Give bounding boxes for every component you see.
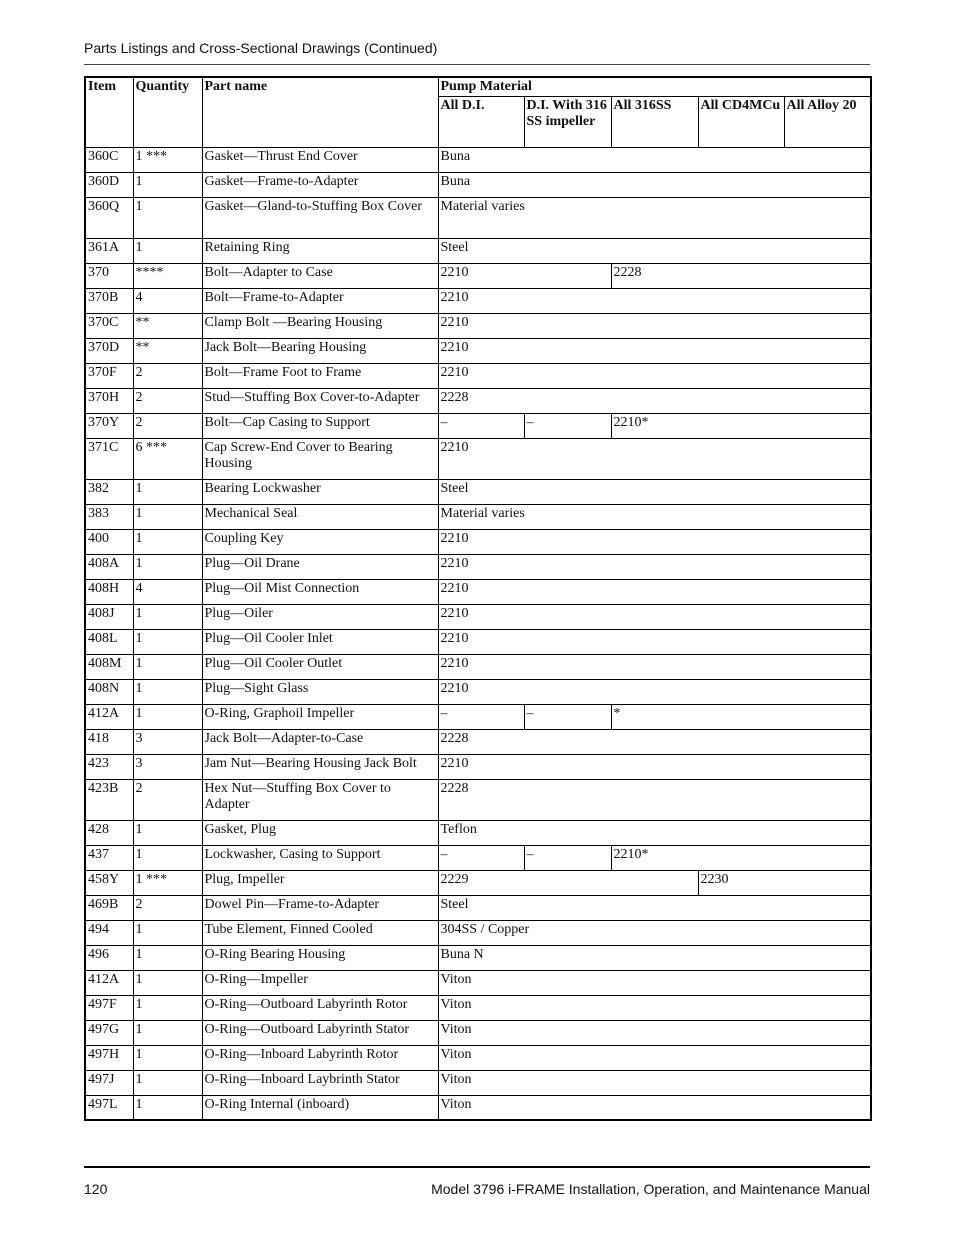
- cell-item: 360D: [85, 172, 133, 197]
- page-number: 120: [84, 1181, 108, 1197]
- cell-item: 497L: [85, 1095, 133, 1120]
- cell-quantity: 1: [133, 172, 202, 197]
- cell-part-name: Cap Screw-End Cover to Bearing Housing: [202, 438, 438, 479]
- col-header-quantity: Quantity: [133, 77, 202, 147]
- cell-quantity: 1 ***: [133, 147, 202, 172]
- cell-quantity: 1: [133, 654, 202, 679]
- cell-item: 371C: [85, 438, 133, 479]
- cell-part-name: Jack Bolt—Bearing Housing: [202, 338, 438, 363]
- cell-part-name: Hex Nut—Stuffing Box Cover to Adapter: [202, 779, 438, 820]
- cell-part-name: Clamp Bolt —Bearing Housing: [202, 313, 438, 338]
- cell-item: 408H: [85, 579, 133, 604]
- cell-material: –: [524, 413, 611, 438]
- cell-material: 2228: [611, 263, 871, 288]
- cell-material: 2210: [438, 438, 871, 479]
- table-row: [85, 1070, 871, 1095]
- cell-material: Viton: [438, 970, 871, 995]
- cell-quantity: 1 ***: [133, 870, 202, 895]
- cell-item: 360C: [85, 147, 133, 172]
- cell-item: 408L: [85, 629, 133, 654]
- cell-item: 370C: [85, 313, 133, 338]
- table-row: [85, 1045, 871, 1070]
- table-row: [85, 288, 871, 313]
- cell-material: 2210: [438, 529, 871, 554]
- cell-quantity: 1: [133, 238, 202, 263]
- cell-item: 370B: [85, 288, 133, 313]
- table-row: [85, 870, 871, 895]
- cell-item: 497J: [85, 1070, 133, 1095]
- table-row: [85, 779, 871, 820]
- table-row: [85, 388, 871, 413]
- table-row: [85, 754, 871, 779]
- cell-material: Steel: [438, 479, 871, 504]
- cell-material: Buna: [438, 172, 871, 197]
- cell-part-name: Gasket—Frame-to-Adapter: [202, 172, 438, 197]
- cell-material: Buna: [438, 147, 871, 172]
- cell-part-name: Bolt—Cap Casing to Support: [202, 413, 438, 438]
- table-row: [85, 970, 871, 995]
- cell-material: Teflon: [438, 820, 871, 845]
- table-row: [85, 263, 871, 288]
- cell-item: 423: [85, 754, 133, 779]
- cell-part-name: Plug, Impeller: [202, 870, 438, 895]
- cell-quantity: 1: [133, 704, 202, 729]
- table-row: [85, 704, 871, 729]
- col-header-pump-material: Pump Material: [438, 77, 871, 96]
- cell-item: 412A: [85, 970, 133, 995]
- header-row: [85, 77, 871, 96]
- cell-part-name: Tube Element, Finned Cooled: [202, 920, 438, 945]
- cell-quantity: 1: [133, 845, 202, 870]
- cell-quantity: 1: [133, 529, 202, 554]
- table-row: [85, 172, 871, 197]
- cell-part-name: O-Ring—Inboard Labyrinth Rotor: [202, 1045, 438, 1070]
- cell-material: 2210: [438, 754, 871, 779]
- cell-material: 2210: [438, 288, 871, 313]
- cell-material: Viton: [438, 1070, 871, 1095]
- cell-part-name: O-Ring Internal (inboard): [202, 1095, 438, 1120]
- cell-material: 2210: [438, 604, 871, 629]
- cell-item: 423B: [85, 779, 133, 820]
- cell-item: 458Y: [85, 870, 133, 895]
- cell-material: –: [524, 704, 611, 729]
- cell-material: Steel: [438, 895, 871, 920]
- cell-quantity: **: [133, 313, 202, 338]
- cell-item: 370D: [85, 338, 133, 363]
- cell-quantity: ****: [133, 263, 202, 288]
- cell-material: Material varies: [438, 197, 871, 238]
- table-row: [85, 895, 871, 920]
- table-row: [85, 604, 871, 629]
- cell-quantity: 2: [133, 413, 202, 438]
- table-header: [85, 77, 871, 147]
- cell-item: 361A: [85, 238, 133, 263]
- cell-material: 2210*: [611, 845, 871, 870]
- cell-quantity: 1: [133, 554, 202, 579]
- cell-part-name: O-Ring—Impeller: [202, 970, 438, 995]
- cell-quantity: 1: [133, 995, 202, 1020]
- cell-quantity: 1: [133, 604, 202, 629]
- table-row: [85, 338, 871, 363]
- cell-material: 2210: [438, 629, 871, 654]
- col-header-all-316ss: All 316SS: [611, 96, 698, 147]
- cell-part-name: Jam Nut—Bearing Housing Jack Bolt: [202, 754, 438, 779]
- footer-divider: [84, 1166, 870, 1168]
- table-row: [85, 729, 871, 754]
- cell-part-name: Retaining Ring: [202, 238, 438, 263]
- cell-item: 360Q: [85, 197, 133, 238]
- cell-quantity: 1: [133, 197, 202, 238]
- cell-material: *: [611, 704, 871, 729]
- cell-material: Viton: [438, 1095, 871, 1120]
- cell-item: 370: [85, 263, 133, 288]
- cell-part-name: Plug—Oil Cooler Outlet: [202, 654, 438, 679]
- table-row: [85, 504, 871, 529]
- cell-material: 2228: [438, 388, 871, 413]
- cell-material: 2210: [438, 579, 871, 604]
- cell-item: 370Y: [85, 413, 133, 438]
- cell-part-name: O-Ring—Outboard Labyrinth Stator: [202, 1020, 438, 1045]
- table-row: [85, 554, 871, 579]
- cell-item: 496: [85, 945, 133, 970]
- cell-quantity: 2: [133, 895, 202, 920]
- cell-quantity: 6 ***: [133, 438, 202, 479]
- table-row: [85, 995, 871, 1020]
- cell-quantity: 1: [133, 945, 202, 970]
- table-row: [85, 479, 871, 504]
- cell-item: 400: [85, 529, 133, 554]
- cell-material: 2210: [438, 363, 871, 388]
- cell-quantity: 1: [133, 820, 202, 845]
- table-body: [85, 147, 871, 1120]
- cell-material: –: [438, 413, 524, 438]
- cell-quantity: 1: [133, 970, 202, 995]
- cell-item: 370H: [85, 388, 133, 413]
- cell-material: 2228: [438, 729, 871, 754]
- cell-item: 370F: [85, 363, 133, 388]
- table-row: [85, 579, 871, 604]
- cell-material: 2210: [438, 554, 871, 579]
- manual-title: Model 3796 i-FRAME Installation, Operation, and Maintenance Manual: [431, 1181, 870, 1197]
- col-header-part-name: Part name: [202, 77, 438, 147]
- cell-item: 469B: [85, 895, 133, 920]
- cell-material: 2210: [438, 679, 871, 704]
- cell-part-name: Gasket—Gland-to-Stuffing Box Cover: [202, 197, 438, 238]
- cell-part-name: O-Ring, Graphoil Impeller: [202, 704, 438, 729]
- cell-item: 497H: [85, 1045, 133, 1070]
- col-header-all-cd4mcu: All CD4MCu: [698, 96, 784, 147]
- cell-quantity: 2: [133, 779, 202, 820]
- cell-part-name: O-Ring Bearing Housing: [202, 945, 438, 970]
- cell-item: 408J: [85, 604, 133, 629]
- cell-quantity: 1: [133, 920, 202, 945]
- table-row: [85, 820, 871, 845]
- cell-quantity: 2: [133, 388, 202, 413]
- cell-item: 383: [85, 504, 133, 529]
- cell-item: 497G: [85, 1020, 133, 1045]
- cell-quantity: 4: [133, 579, 202, 604]
- cell-part-name: Dowel Pin—Frame-to-Adapter: [202, 895, 438, 920]
- cell-material: 2210: [438, 338, 871, 363]
- cell-material: –: [524, 845, 611, 870]
- cell-material: Viton: [438, 1045, 871, 1070]
- cell-quantity: 1: [133, 1095, 202, 1120]
- cell-part-name: Plug—Oil Mist Connection: [202, 579, 438, 604]
- cell-quantity: 2: [133, 363, 202, 388]
- parts-table: [84, 76, 872, 1121]
- cell-material: 2228: [438, 779, 871, 820]
- cell-item: 408M: [85, 654, 133, 679]
- cell-part-name: Bolt—Frame Foot to Frame: [202, 363, 438, 388]
- table-row: [85, 654, 871, 679]
- cell-part-name: Plug—Oiler: [202, 604, 438, 629]
- table-row: [85, 438, 871, 479]
- cell-quantity: 1: [133, 629, 202, 654]
- cell-item: 428: [85, 820, 133, 845]
- cell-part-name: Gasket, Plug: [202, 820, 438, 845]
- cell-material: 2210: [438, 654, 871, 679]
- cell-quantity: **: [133, 338, 202, 363]
- cell-material: 304SS / Copper: [438, 920, 871, 945]
- cell-item: 497F: [85, 995, 133, 1020]
- cell-item: 382: [85, 479, 133, 504]
- table-row: [85, 1095, 871, 1120]
- cell-quantity: 1: [133, 1045, 202, 1070]
- table-row: [85, 1020, 871, 1045]
- cell-part-name: Gasket—Thrust End Cover: [202, 147, 438, 172]
- cell-material: Material varies: [438, 504, 871, 529]
- cell-part-name: O-Ring—Inboard Laybrinth Stator: [202, 1070, 438, 1095]
- table-row: [85, 313, 871, 338]
- table-row: [85, 238, 871, 263]
- cell-material: Buna N: [438, 945, 871, 970]
- table-row: [85, 845, 871, 870]
- cell-part-name: Plug—Oil Cooler Inlet: [202, 629, 438, 654]
- cell-material: 2229: [438, 870, 698, 895]
- table-row: [85, 363, 871, 388]
- cell-part-name: Lockwasher, Casing to Support: [202, 845, 438, 870]
- cell-part-name: Coupling Key: [202, 529, 438, 554]
- cell-material: 2210*: [611, 413, 871, 438]
- cell-material: Viton: [438, 995, 871, 1020]
- cell-item: 437: [85, 845, 133, 870]
- table-row: [85, 529, 871, 554]
- cell-part-name: Bolt—Adapter to Case: [202, 263, 438, 288]
- table-row: [85, 629, 871, 654]
- cell-item: 408A: [85, 554, 133, 579]
- cell-quantity: 4: [133, 288, 202, 313]
- cell-part-name: Mechanical Seal: [202, 504, 438, 529]
- cell-item: 494: [85, 920, 133, 945]
- table-row: [85, 413, 871, 438]
- cell-quantity: 3: [133, 729, 202, 754]
- table-row: [85, 945, 871, 970]
- page-header-title: Parts Listings and Cross-Sectional Drawings (Continued): [84, 40, 438, 56]
- cell-quantity: 1: [133, 679, 202, 704]
- cell-material: 2210: [438, 313, 871, 338]
- cell-part-name: O-Ring—Outboard Labyrinth Rotor: [202, 995, 438, 1020]
- cell-material: –: [438, 704, 524, 729]
- cell-material: 2230: [698, 870, 871, 895]
- col-header-all-di: All D.I.: [438, 96, 524, 147]
- cell-part-name: Stud—Stuffing Box Cover-to-Adapter: [202, 388, 438, 413]
- cell-quantity: 1: [133, 1020, 202, 1045]
- cell-material: –: [438, 845, 524, 870]
- table-row: [85, 920, 871, 945]
- cell-part-name: Bolt—Frame-to-Adapter: [202, 288, 438, 313]
- cell-quantity: 1: [133, 504, 202, 529]
- cell-material: 2210: [438, 263, 611, 288]
- cell-material: Steel: [438, 238, 871, 263]
- cell-item: 418: [85, 729, 133, 754]
- cell-item: 412A: [85, 704, 133, 729]
- cell-material: Viton: [438, 1020, 871, 1045]
- cell-part-name: Plug—Sight Glass: [202, 679, 438, 704]
- col-header-all-alloy20: All Alloy 20: [784, 96, 871, 147]
- table-row: [85, 147, 871, 172]
- cell-item: 408N: [85, 679, 133, 704]
- table-row: [85, 679, 871, 704]
- cell-quantity: 1: [133, 479, 202, 504]
- col-header-item: Item: [85, 77, 133, 147]
- cell-part-name: Jack Bolt—Adapter-to-Case: [202, 729, 438, 754]
- cell-part-name: Bearing Lockwasher: [202, 479, 438, 504]
- cell-quantity: 1: [133, 1070, 202, 1095]
- col-header-di-316ss-impeller: D.I. With 316 SS impeller: [524, 96, 611, 147]
- cell-part-name: Plug—Oil Drane: [202, 554, 438, 579]
- cell-quantity: 3: [133, 754, 202, 779]
- header-divider: [84, 64, 870, 65]
- table-row: [85, 197, 871, 238]
